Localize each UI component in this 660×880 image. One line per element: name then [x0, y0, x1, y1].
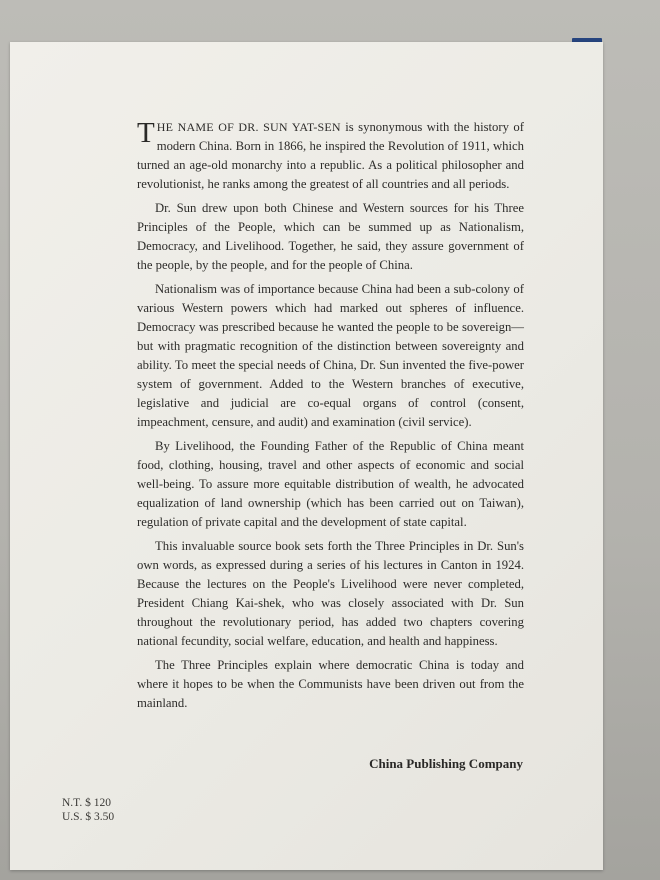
paragraph-6: The Three Principles explain where democratic China is today and where it hopes to be when the Communists have been driven out from the mainland.	[137, 658, 524, 710]
price-us: U.S. $ 3.50	[62, 811, 115, 823]
paragraph-5: This invaluable source book sets forth the Three Principles in Dr. Sun's own words, as expressed during a series of his lectures in Canton in 1924. Because the lectures on the People's Livelihood were never completed, President Chiang Kai-shek, who was closely associated with Dr. Sun throughout the revolutionary period, has added two chapters covering national fecundity, social welfare, education, and health and happiness.	[137, 539, 524, 648]
paragraph-3: Nationalism was of importance because China had been a sub-colony of various Western powers which had marked out spheres of influence. Democracy was prescribed because he wanted the people to be sovereign—but with pragmatic recognition of the distinction between sovereignty and ability. To meet the special needs of China, Dr. Sun invented the five-power system of government. Added to the Western branches of executive, legislative and judicial are co-equal organs of control (consent, impeachment, censure, and audit) and examination (civil service).	[137, 282, 524, 429]
drop-cap: T	[137, 117, 155, 149]
paragraph-2: Dr. Sun drew upon both Chinese and Western sources for his Three Principles of the People, which can be summed up as Nationalism, Democracy, and Livelihood. Together, he said, they assure government of the people, by the people, and for the people of China.	[137, 201, 524, 272]
lead-caps: HE NAME OF DR. SUN YAT-SEN	[156, 120, 341, 134]
paragraph-1	[137, 118, 524, 194]
price-nt: N.T. $ 120	[62, 797, 111, 809]
price-block	[62, 796, 114, 824]
paragraph-1-text: is synonymous with the history of modern China. Born in 1866, he inspired the Revolution of 1911, which turned an age-old monarchy into a republic. As a political philosopher and revolutionist, he ranks among the greatest of all countries and all periods.	[137, 120, 524, 191]
paragraph-4: By Livelihood, the Founding Father of the Republic of China meant food, clothing, housing, travel and other aspects of economic and social well-being. To assure more equitable distribution of wealth, he advocated equalization of land ownership (which has been carried out on Taiwan), regulation of private capital and the development of state capital.	[137, 439, 524, 529]
blurb-text	[137, 118, 524, 718]
publisher-name: China Publishing Company	[369, 756, 523, 771]
